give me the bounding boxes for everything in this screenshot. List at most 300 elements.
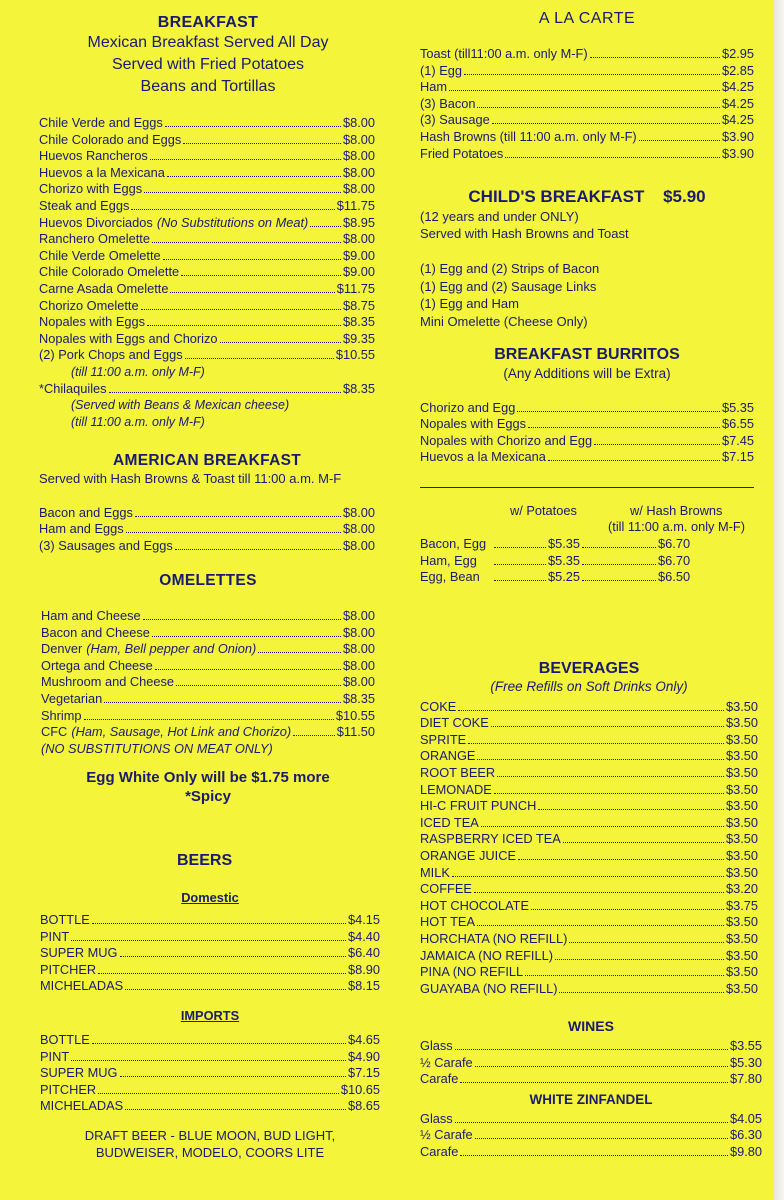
leader-dots <box>563 842 724 843</box>
leader-dots <box>92 1043 346 1044</box>
menu-item <box>41 708 375 725</box>
item-price: $3.50 <box>725 715 758 731</box>
item-name: HORCHATA (NO REFILL) <box>420 930 568 946</box>
menu-item <box>39 181 375 198</box>
leader-dots <box>497 776 724 777</box>
leader-dots <box>582 580 656 581</box>
leader-dots <box>475 1138 728 1139</box>
item-name: Chorizo with Eggs <box>39 181 143 197</box>
menu-item <box>39 347 375 364</box>
beverage-item <box>420 765 758 782</box>
item-name: RASPBERRY ICED TEA <box>420 831 561 847</box>
leader-dots <box>175 549 341 550</box>
page-edge <box>774 0 784 1200</box>
menu-item <box>39 148 375 165</box>
leader-dots <box>505 157 720 158</box>
section-divider <box>420 487 754 488</box>
item-price: $4.15 <box>347 912 380 927</box>
beer-item <box>40 945 380 962</box>
item-name: Ham <box>420 79 448 95</box>
menu-item-chilaquiles: *Chilaquiles $8.35 <box>39 380 375 396</box>
item-price: $3.55 <box>729 1038 762 1053</box>
item-name: MICHELADAS <box>40 1098 124 1114</box>
leader-dots <box>84 719 334 720</box>
item-name: Bacon and Cheese <box>41 624 150 640</box>
item-name: Vegetarian <box>41 690 103 706</box>
col-hash-note: (till 11:00 a.m. only M-F) <box>608 519 746 534</box>
beverages-subtitle: (Free Refills on Soft Drinks Only) <box>490 679 688 694</box>
leader-dots <box>98 1093 339 1094</box>
burritos-section <box>420 346 754 466</box>
leader-dots <box>538 809 724 810</box>
leader-dots <box>165 126 341 127</box>
item-name: CFC <box>41 724 68 740</box>
item-name: PINA (NO REFILL <box>420 964 524 980</box>
beers-title: BEERS <box>177 852 233 869</box>
beverage-item <box>420 782 758 799</box>
item-price: $8.35 <box>342 690 375 706</box>
leader-dots <box>152 636 341 637</box>
menu-note: (Served with Beans & Mexican cheese) <box>71 398 290 413</box>
leader-dots <box>155 669 341 670</box>
leader-dots <box>458 710 724 711</box>
burritos-subtitle: (Any Additions will be Extra) <box>503 366 671 381</box>
item-price: $4.90 <box>347 1048 380 1064</box>
leader-dots <box>477 759 724 760</box>
beverages-title: BEVERAGES <box>538 660 640 677</box>
beverage-item <box>420 981 758 998</box>
menu-item <box>39 538 375 555</box>
item-name: COKE <box>420 698 457 714</box>
item-price: $4.05 <box>729 1110 762 1126</box>
item-name: Bacon, Egg <box>420 536 487 551</box>
leader-dots <box>147 325 341 326</box>
item-price: $8.00 <box>342 115 375 130</box>
wine-item <box>420 1111 762 1128</box>
item-price: $3.50 <box>725 798 758 814</box>
menu-item <box>39 231 375 248</box>
item-name: PITCHER <box>40 1081 97 1097</box>
leader-dots <box>481 826 724 827</box>
item-price: $3.50 <box>725 731 758 747</box>
leader-dots <box>639 140 720 141</box>
item-price: $9.00 <box>342 247 375 263</box>
item-name: Chorizo Omelette <box>39 297 139 313</box>
item-price: $3.50 <box>725 764 758 780</box>
leader-dots <box>135 516 341 517</box>
item-price: $3.20 <box>725 881 758 897</box>
menu-item <box>420 46 754 63</box>
item-name: ORANGE JUICE <box>420 847 516 863</box>
item-price: $3.50 <box>725 831 758 847</box>
item-price: $5.35 <box>721 399 754 415</box>
menu-item <box>39 331 375 348</box>
breakfast-list <box>39 115 375 430</box>
leader-dots <box>468 743 724 744</box>
beverage-item <box>420 715 758 732</box>
leader-dots <box>150 159 341 160</box>
item-price: $3.75 <box>725 897 758 913</box>
menu-item <box>41 674 375 691</box>
item-name: SUPER MUG <box>40 1065 118 1081</box>
leader-dots <box>452 876 724 877</box>
child-option: (1) Egg and (2) Sausage Links <box>420 278 597 294</box>
item-price: $10.55 <box>335 347 375 363</box>
item-name: Glass <box>420 1038 453 1053</box>
price-hash-browns: $6.50 <box>658 569 691 585</box>
item-price: $8.00 <box>342 231 375 247</box>
american-title: AMERICAN BREAKFAST <box>113 452 301 469</box>
leader-dots <box>71 1060 346 1061</box>
leader-dots <box>477 925 724 926</box>
item-price: $8.00 <box>342 657 375 673</box>
wine-item <box>420 1127 762 1144</box>
leader-dots <box>477 107 719 108</box>
item-price: $10.55 <box>335 707 375 723</box>
item-price: $3.50 <box>725 814 758 830</box>
item-name: BOTTLE <box>40 912 90 927</box>
item-price: $8.00 <box>342 504 375 520</box>
item-name: GUAYABA (NO REFILL) <box>420 980 558 996</box>
beverage-item <box>420 881 758 898</box>
beverage-item <box>420 815 758 832</box>
leader-dots <box>548 460 720 461</box>
item-name: Steak and Eggs <box>39 197 130 213</box>
item-name: Mushroom and Cheese <box>41 674 175 690</box>
beer-item <box>40 1049 380 1066</box>
domestic-title: Domestic <box>181 890 239 905</box>
menu-item <box>420 146 754 163</box>
item-price: $8.00 <box>342 521 375 537</box>
menu-item <box>39 165 375 182</box>
leader-dots <box>455 1049 728 1050</box>
child-price: $5.90 <box>663 187 706 206</box>
menu-item <box>39 505 375 522</box>
item-name: ROOT BEER <box>420 764 496 780</box>
child-option: (1) Egg and Ham <box>420 296 519 312</box>
breakfast-title: BREAKFAST <box>157 14 259 31</box>
item-name: ICED TEA <box>420 814 479 830</box>
leader-dots <box>310 226 341 227</box>
menu-item <box>39 132 375 149</box>
item-name: Toast (till11:00 a.m. only M-F) <box>420 46 588 61</box>
item-name: Huevos a la Mexicana <box>420 449 546 465</box>
item-price: $9.35 <box>342 330 375 346</box>
item-name: Carafe <box>420 1071 459 1087</box>
menu-item <box>39 521 375 538</box>
leader-dots <box>518 859 724 860</box>
item-name: Chile Verde Omelette <box>39 247 161 263</box>
menu-item <box>420 416 754 433</box>
item-name: (1) Egg <box>420 62 462 78</box>
beers-section <box>40 852 380 1161</box>
item-name: Huevos a la Mexicana <box>39 164 165 180</box>
item-price: $8.00 <box>342 608 375 623</box>
leader-dots <box>494 793 724 794</box>
item-name: PITCHER <box>40 961 97 977</box>
beverage-item <box>420 964 758 981</box>
beer-item <box>40 912 380 929</box>
menu-item <box>41 641 375 658</box>
item-price: $7.45 <box>721 432 754 448</box>
item-price: $8.00 <box>342 624 375 640</box>
item-name: ½ Carafe <box>420 1054 473 1070</box>
leader-dots <box>517 411 720 412</box>
item-price: $8.65 <box>347 1098 380 1114</box>
menu-item <box>39 215 375 232</box>
menu-item <box>420 433 754 450</box>
breakfast-subtitle-1: Mexican Breakfast Served All Day <box>87 34 329 51</box>
combo-header-note <box>420 519 754 536</box>
child-option: Mini Omelette (Cheese Only) <box>420 313 588 329</box>
item-price: $8.90 <box>347 961 380 977</box>
leader-dots <box>220 342 341 343</box>
leader-dots <box>183 143 341 144</box>
draft-line-2: BUDWEISER, MODELO, COORS LITE <box>95 1144 325 1160</box>
item-name: BOTTLE <box>40 1031 90 1047</box>
item-price: $7.15 <box>347 1065 380 1081</box>
leader-dots <box>475 1066 728 1067</box>
wine-item <box>420 1071 762 1088</box>
item-price: $3.50 <box>725 930 758 946</box>
item-price: $8.00 <box>342 641 375 657</box>
item-price: $3.90 <box>721 128 754 144</box>
spicy-note: *Spicy <box>185 788 231 806</box>
leader-dots <box>170 292 334 293</box>
beer-item <box>40 1032 380 1049</box>
menu-item <box>41 724 375 741</box>
item-name: Denver <box>41 641 83 657</box>
item-name: Fried Potatoes <box>420 145 504 161</box>
item-price: $8.00 <box>342 674 375 690</box>
menu-item <box>420 79 754 96</box>
price-potatoes: $5.35 <box>548 536 581 551</box>
item-price: $11.75 <box>336 280 375 296</box>
menu-item <box>39 281 375 298</box>
egg-white-note: Egg White Only will be $1.75 more <box>86 769 330 787</box>
breakfast-subtitle-2: Served with Fried Potatoes <box>111 56 305 73</box>
item-name: JAMAICA (NO REFILL) <box>420 947 553 963</box>
item-name: Nopales with Eggs <box>420 416 526 432</box>
item-price: $3.50 <box>725 781 758 797</box>
item-price: $3.50 <box>725 847 758 863</box>
leader-dots <box>293 735 335 736</box>
item-name: SUPER MUG <box>40 945 118 961</box>
item-name: Ham, Egg <box>420 552 477 568</box>
item-name: Glass <box>420 1110 453 1126</box>
item-price: $3.50 <box>725 698 758 714</box>
item-price: $8.35 <box>342 314 375 330</box>
leader-dots <box>494 580 546 581</box>
item-name: Ranchero Omelette <box>39 231 150 247</box>
omelettes-section <box>41 572 375 805</box>
burritos-title: BREAKFAST BURRITOS <box>494 346 680 363</box>
menu-item <box>41 691 375 708</box>
item-price: $4.25 <box>721 95 754 111</box>
beverage-item <box>420 931 758 948</box>
beverage-item <box>420 914 758 931</box>
item-price: $3.90 <box>721 145 754 161</box>
leader-dots <box>464 74 720 75</box>
item-price: $6.30 <box>729 1127 762 1143</box>
item-name: Huevos Rancheros <box>39 148 148 164</box>
item-price: $11.75 <box>336 197 375 213</box>
item-price: $5.30 <box>729 1054 762 1070</box>
menu-note: (till 11:00 a.m. only M-F) <box>71 414 205 429</box>
leader-dots <box>163 259 341 260</box>
col-potatoes-label: w/ Potatoes <box>510 503 577 518</box>
menu-item <box>39 264 375 281</box>
price-hash-browns: $6.70 <box>658 552 691 568</box>
item-name: MILK <box>420 864 450 880</box>
item-name: DIET COKE <box>420 715 489 731</box>
leader-dots <box>125 1109 346 1110</box>
price-potatoes: $5.35 <box>548 552 581 568</box>
menu-item <box>39 248 375 265</box>
imports-title: IMPORTS <box>180 1007 240 1023</box>
menu-item <box>420 96 754 113</box>
item-name: (3) Sausage <box>420 112 490 128</box>
item-name: (3) Sausages and Eggs <box>39 537 173 553</box>
item-name: HOT CHOCOLATE <box>420 897 530 913</box>
leader-dots <box>104 702 341 703</box>
item-price: $9.80 <box>729 1143 762 1159</box>
item-price: $4.40 <box>347 928 380 944</box>
beer-item <box>40 1082 380 1099</box>
item-name: (3) Bacon <box>420 95 476 111</box>
item-price: $8.95 <box>342 214 375 230</box>
leader-dots <box>460 1082 728 1083</box>
item-note: (Ham, Bell pepper and Onion) <box>86 641 257 657</box>
item-name: Nopales with Chorizo and Egg <box>420 432 593 448</box>
item-price: $3.50 <box>725 980 758 996</box>
item-name: (2) Pork Chops and Eggs <box>39 347 183 363</box>
leader-dots <box>131 209 334 210</box>
item-price: $3.50 <box>725 914 758 930</box>
item-price: $8.75 <box>342 297 375 313</box>
wines-section <box>420 1018 762 1161</box>
leader-dots <box>152 242 341 243</box>
child-section <box>420 187 754 330</box>
leader-dots <box>144 192 341 193</box>
leader-dots <box>455 1122 728 1123</box>
item-name: Nopales with Eggs and Chorizo <box>39 330 218 346</box>
item-name: Ham and Eggs <box>39 521 124 537</box>
leader-dots <box>181 275 341 276</box>
beverage-item <box>420 748 758 765</box>
item-name: PINT <box>40 1048 70 1064</box>
item-name: Hash Browns (till 11:00 a.m. only M-F) <box>420 128 637 144</box>
item-price: $3.50 <box>725 964 758 980</box>
leader-dots <box>92 923 346 924</box>
child-line-2: Served with Hash Browns and Toast <box>420 225 629 241</box>
leader-dots <box>449 90 720 91</box>
menu-item <box>420 112 754 129</box>
leader-dots <box>143 619 341 620</box>
beer-item <box>40 1098 380 1115</box>
leader-dots <box>590 57 720 58</box>
leader-dots <box>141 309 341 310</box>
item-price: $4.65 <box>347 1031 380 1047</box>
wine-item <box>420 1144 762 1161</box>
beverage-item <box>420 699 758 716</box>
item-price: $9.00 <box>342 264 375 280</box>
leader-dots <box>494 564 546 565</box>
item-price: $11.50 <box>336 724 375 740</box>
leader-dots <box>98 973 346 974</box>
item-note: (No Substitutions on Meat) <box>156 214 309 230</box>
menu-item <box>420 129 754 146</box>
menu-item <box>39 314 375 331</box>
a-la-carte-section <box>420 10 754 162</box>
item-name: HI-C FRUIT PUNCH <box>420 798 537 814</box>
leader-dots <box>494 547 546 548</box>
menu-item <box>420 63 754 80</box>
price-potatoes: $5.25 <box>548 569 581 585</box>
item-name: Chile Colorado Omelette <box>39 264 180 280</box>
beverage-item <box>420 948 758 965</box>
item-name: Shrimp <box>41 707 82 723</box>
leader-dots <box>460 1155 728 1156</box>
item-name: HOT TEA <box>420 914 475 930</box>
leader-dots <box>528 427 720 428</box>
leader-dots <box>492 123 720 124</box>
wine-item <box>420 1038 762 1055</box>
item-name: ½ Carafe <box>420 1127 473 1143</box>
leader-dots <box>582 547 656 548</box>
leader-dots <box>559 992 723 993</box>
item-name: Nopales with Eggs <box>39 314 145 330</box>
zinfandel-title: WHITE ZINFANDEL <box>529 1091 653 1107</box>
breakfast-subtitle-3: Beans and Tortillas <box>140 78 276 95</box>
child-line-1: (12 years and under ONLY) <box>420 209 579 224</box>
item-note: (Ham, Sausage, Hot Link and Chorizo) <box>71 724 292 740</box>
item-price: $2.85 <box>721 62 754 78</box>
item-name: Chorizo and Egg <box>420 399 516 415</box>
draft-line-1: DRAFT BEER - BLUE MOON, BUD LIGHT, <box>84 1127 336 1143</box>
item-name: MICHELADAS <box>40 978 124 994</box>
leader-dots <box>582 564 656 565</box>
item-name: Chile Verde and Eggs <box>39 115 163 130</box>
item-price: $8.00 <box>342 164 375 180</box>
menu-item <box>39 298 375 315</box>
item-name: LEMONADE <box>420 781 492 797</box>
item-name: Huevos Divorciados <box>39 214 153 230</box>
item-name: SPRITE <box>420 731 467 747</box>
beer-item <box>40 929 380 946</box>
item-price: $10.65 <box>340 1081 380 1097</box>
item-name: PINT <box>40 928 70 944</box>
american-section <box>39 452 375 554</box>
menu-note: (till 11:00 a.m. only M-F) <box>71 364 205 379</box>
item-name: Carafe <box>420 1143 459 1159</box>
child-title: CHILD'S BREAKFAST <box>468 187 645 206</box>
menu-item <box>420 400 754 417</box>
price-hash-browns: $6.70 <box>658 536 691 551</box>
leader-dots <box>531 909 724 910</box>
item-name: ORANGE <box>420 748 476 764</box>
wines-title: WINES <box>568 1018 614 1034</box>
item-price: $7.80 <box>729 1071 762 1087</box>
beverage-item <box>420 898 758 915</box>
leader-dots <box>474 892 724 893</box>
leader-dots <box>126 532 341 533</box>
beverage-item <box>420 848 758 865</box>
combo-header <box>420 503 754 519</box>
item-price: $3.50 <box>725 947 758 963</box>
menu-item <box>39 115 375 132</box>
combo-row <box>420 569 754 586</box>
